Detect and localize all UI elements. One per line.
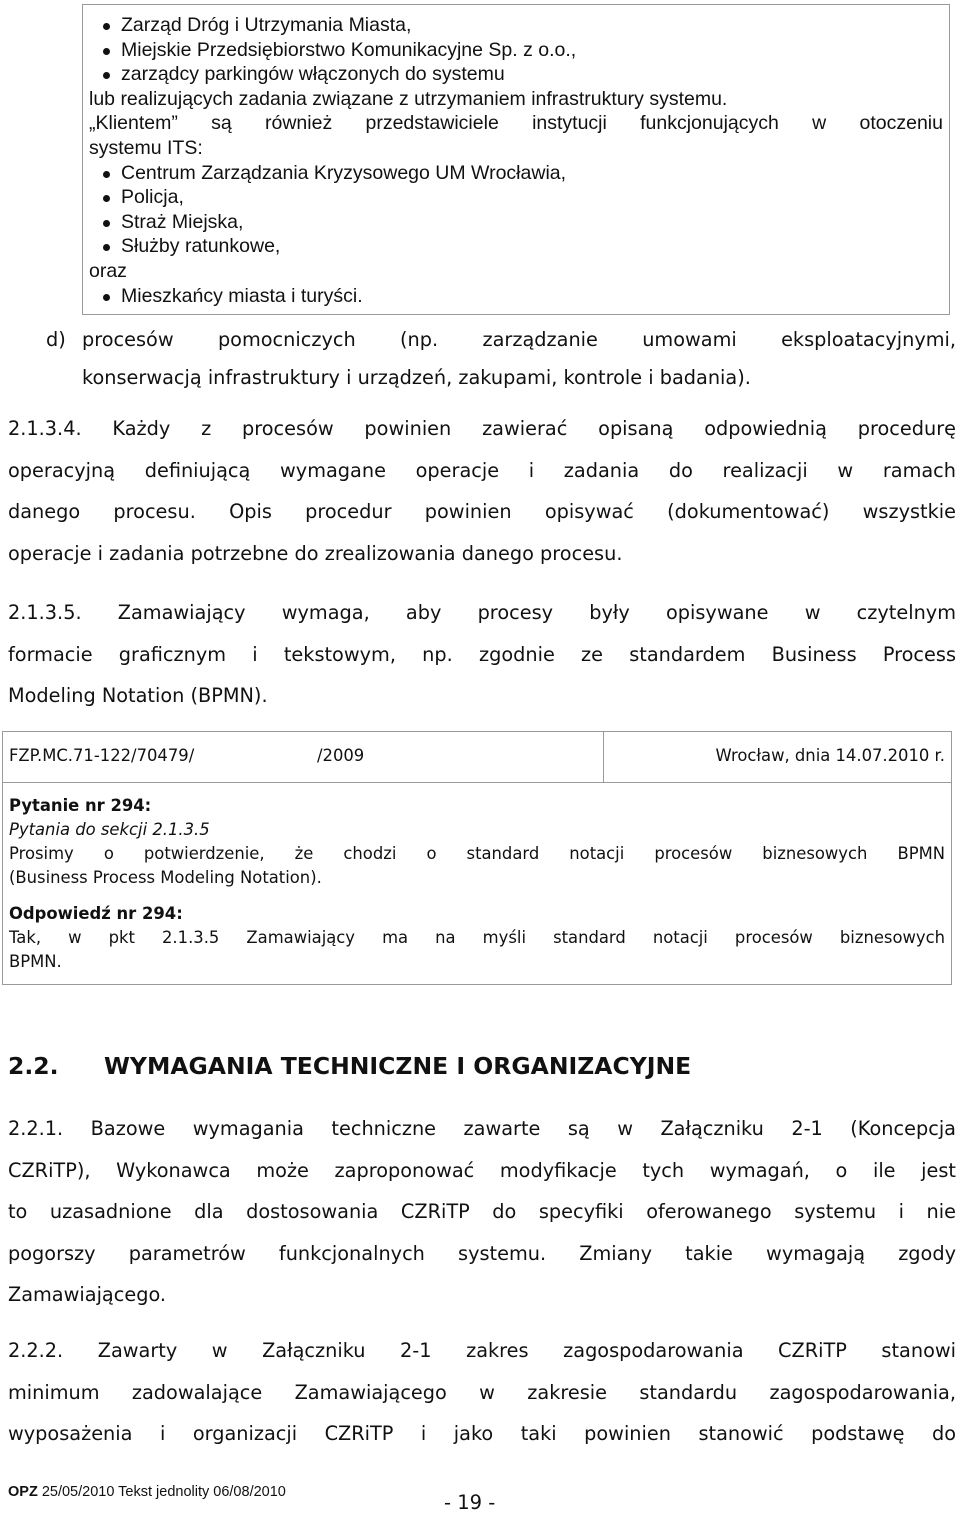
oraz-text: oraz: [89, 259, 127, 282]
list-item: Służby ratunkowe,: [89, 234, 943, 259]
list-item: zarządcy parkingów włączonych do systemu: [89, 62, 943, 87]
answer-text: Tak, w pkt 2.1.3.5 Zamawiający ma na myśli standard notacji procesów biznesowych: [9, 928, 945, 947]
bullet-icon: [103, 244, 110, 251]
reference-number: FZP.MC.71-122/70479/: [9, 746, 195, 765]
answer-title: Odpowiedź nr 294:: [9, 904, 183, 923]
list-item-d: [46, 321, 956, 397]
document-date: Wrocław, dnia 14.07.2010 r.: [715, 746, 945, 765]
paragraph-2-2-1: 2.2.1. Bazowe wymagania techniczne zawarte są w Załączniku 2-1 (Koncepcja CZRiTP), Wykonawca może zaproponować modyfikacje tych wymagań, o ile jest to uzasadnione dla dostosowania CZRiTP do specyfiki oferowanego systemu i nie pogorszy parametrów funkcjonalnych systemu. Zmiany takie wymagają zgody Zamawiającego.: [8, 1117, 956, 1306]
footer-text: 25/05/2010 Tekst jednolity 06/08/2010: [37, 1484, 286, 1500]
table-header-row: [3, 732, 951, 783]
section-title: WYMAGANIA TECHNICZNE I ORGANIZACYJNE: [104, 1052, 692, 1080]
footer-opz: OPZ: [8, 1484, 38, 1500]
paragraph-2-1-3-4: 2.1.3.4. Każdy z procesów powinien zawierać opisaną odpowiednią procedurę operacyjną definiującą wymagane operacje i zadania do realizacji w ramach danego procesu. Opis procedur powinien opisywać (dokumentować) wszystkie operacje i zadania potrzebne do zrealizowania danego procesu.: [8, 417, 956, 565]
bullet-icon: [103, 195, 110, 202]
clients-intro-line: „Klientem” są również przedstawiciele instytucji funkcjonujących w otoczeniu: [89, 112, 943, 135]
continuation-text: lub realizujących zadania związane z utrzymaniem infrastruktury systemu.: [89, 87, 728, 110]
bullet-icon: [103, 220, 110, 227]
answer-text: BPMN.: [9, 952, 62, 971]
question-title: Pytanie nr 294:: [9, 796, 152, 815]
section-heading: [8, 1052, 691, 1080]
bullet-icon: [103, 48, 110, 55]
client-list-box: [82, 4, 950, 315]
list-item: Zarząd Dróg i Utrzymania Miasta,: [89, 13, 943, 38]
list-item: Policja,: [89, 185, 943, 210]
list-item: Straż Miejska,: [89, 210, 943, 235]
bullet-icon: [103, 294, 110, 301]
list-text: konserwacją infrastruktury i urządzeń, zakupami, kontrole i badania).: [82, 366, 751, 389]
question-section: Pytania do sekcji 2.1.3.5: [9, 820, 210, 839]
page-number: - 19 -: [444, 1491, 496, 1514]
section-number: 2.2.: [8, 1052, 59, 1080]
bullet-icon: [103, 23, 110, 30]
bullet-icon: [103, 171, 110, 178]
list-label: d): [46, 328, 66, 351]
list-text: procesów pomocniczych (np. zarządzanie umowami eksploatacyjnymi,: [82, 328, 956, 351]
cell-divider: [603, 732, 604, 782]
paragraph-2-2-2: 2.2.2. Zawarty w Załączniku 2-1 zakres zagospodarowania CZRiTP stanowi minimum zadowalające Zamawiającego w zakresie standardu zagospodarowania, wyposażenia i organizacji CZRiTP i jako taki powinien stanowić podstawę do: [8, 1339, 956, 1445]
reference-year: /2009: [317, 746, 365, 765]
question-text: Prosimy o potwierdzenie, że chodzi o standard notacji procesów biznesowych BPMN: [9, 844, 945, 863]
qa-table: [2, 731, 952, 985]
list-item: Miejskie Przedsiębiorstwo Komunikacyjne Sp. z o.o.,: [89, 38, 943, 63]
list-item: Centrum Zarządzania Kryzysowego UM Wrocławia,: [89, 161, 943, 186]
clients-intro-line: systemu ITS:: [89, 136, 203, 159]
list-item: Mieszkańcy miasta i turyści.: [89, 284, 943, 309]
qa-body: [9, 794, 945, 974]
bullet-icon: [103, 72, 110, 79]
footer-info: [8, 1484, 286, 1500]
paragraph-2-1-3-5: 2.1.3.5. Zamawiający wymaga, aby procesy były opisywane w czytelnym formacie graficznym i tekstowym, np. zgodnie ze standardem Business Process Modeling Notation (BPMN).: [8, 601, 956, 707]
question-text: (Business Process Modeling Notation).: [9, 868, 322, 887]
